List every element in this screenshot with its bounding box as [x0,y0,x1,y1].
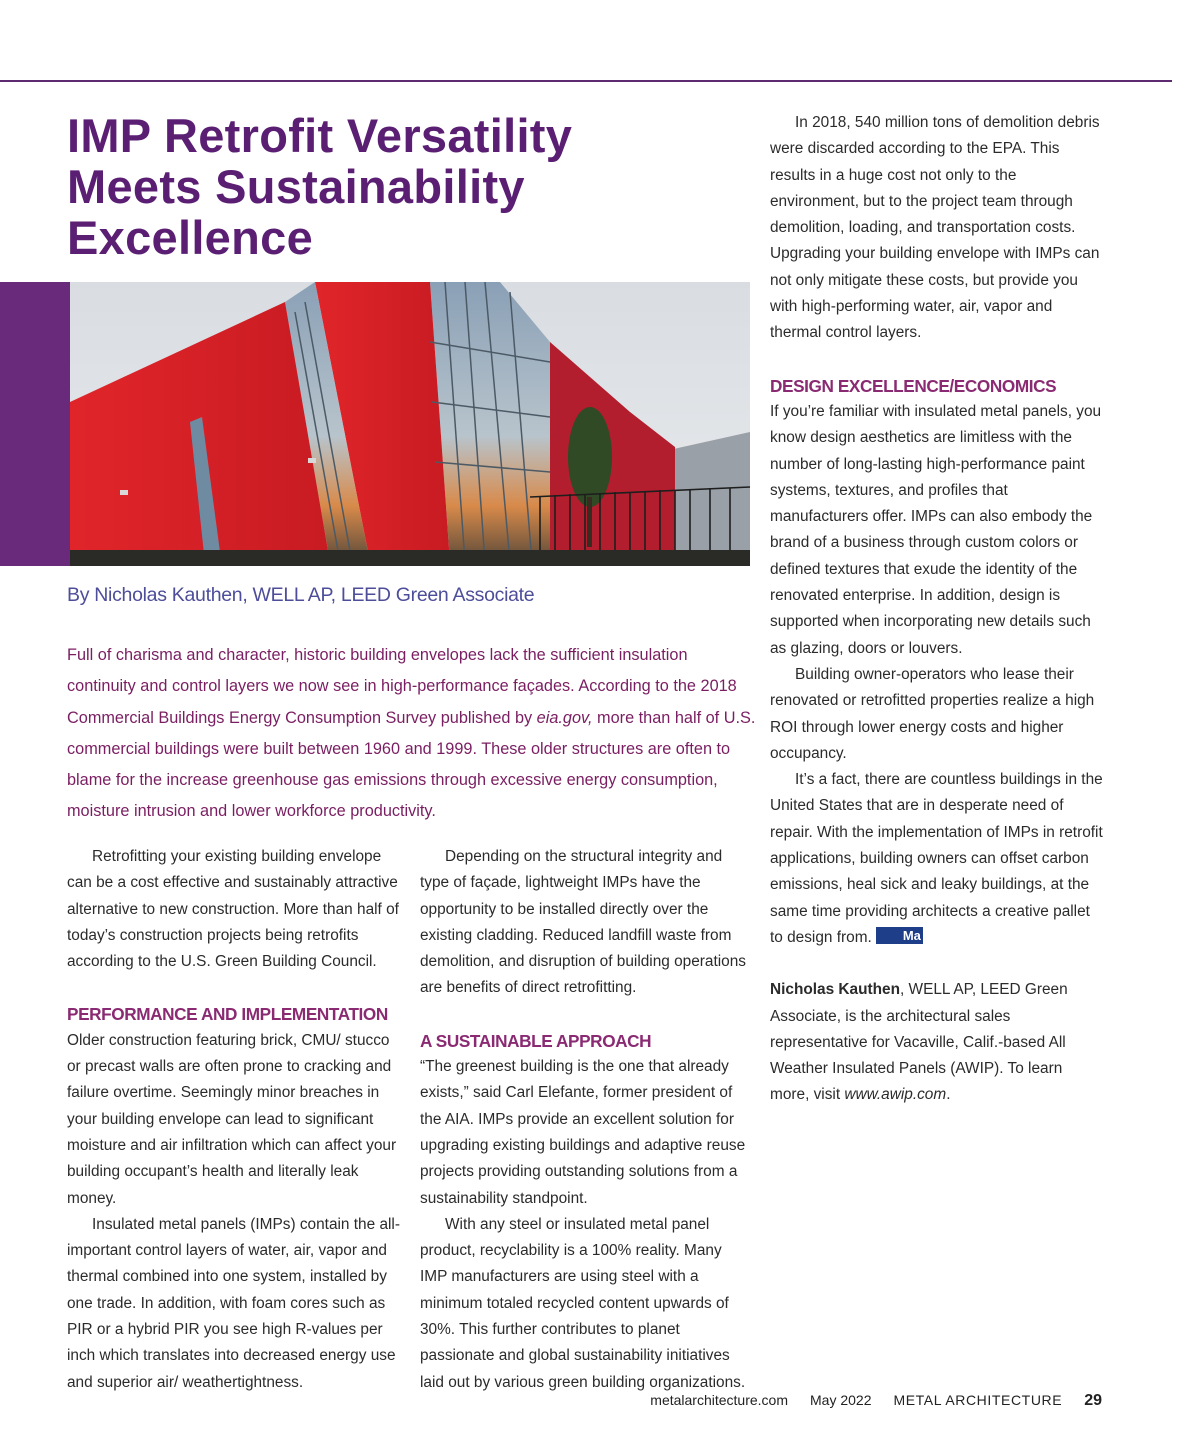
page-number: 29 [1084,1392,1102,1409]
section-heading: DESIGN EXCELLENCE/ECONOMICS [770,375,1057,396]
body-paragraph: Building owner-operators who lease their renovated or retrofitted properties realize a high ROI through lower energy costs and higher occupancy. [770,665,1095,762]
body-paragraph: Insulated metal panels (IMPs) contain the all-important control layers of water, air, vapor and thermal combined into one system, installed by one trade. In addition, with foam cores such as PIR or a hybrid PIR you see high R-values per inch which translates into decreased energy use and superior air/ weathertightness. [67,1215,400,1391]
building-photo [70,282,750,566]
author-name: Nicholas Kauthen [770,981,900,999]
eia-link[interactable]: eia.gov, [536,708,593,727]
intro-text-2: more than half of U.S. commercial buildings were built between 1960 and 1999. These older structures are often to blame for the increase greenhouse gas emissions through excessive energy consumption, moisture intrusion and lower workforce productivity. [67,708,756,821]
bio-end: . [946,1086,951,1104]
byline: By Nicholas Kauthen, WELL AP, LEED Green Associate [67,584,535,606]
accent-bar [0,282,70,566]
intro-paragraph [67,640,757,828]
closing-text: It’s a fact, there are countless buildings in the United States that are in desperate need of repair. With the implementation of IMPs in retrofit applications, building owners can offset carbon emissions, heal sick and leaky buildings, at the same time providing architects a creative pallet to design from. [770,771,1103,946]
bio-text: , WELL AP, LEED Green Associate, is the architectural sales representative for Vacaville, Calif.-based All Weather Insulated Panels (AWIP). To learn more, visit [770,981,1068,1104]
footer-magazine: METAL ARCHITECTURE [893,1392,1063,1408]
body-paragraph: If you’re familiar with insulated metal panels, you know design aesthetics are limitless with the number of long-lasting high-performance paint systems, textures, and profiles that manufacturers offer. IMPs can also embody the brand of a business through custom colors or defined textures that exude the identity of the renovated enterprise. In addition, design is supported when incorporating new details such as glazing, doors or louvers. [770,402,1102,657]
article-title: IMP Retrofit Versatility Meets Sustainability Excellence [67,109,573,264]
body-paragraph: With any steel or insulated metal panel product, recyclability is a 100% reality. Many IMP manufacturers are using steel with a minimum totaled recycled content upwards of 30%. This further contributes to planet passionate and global sustainability initiatives laid out by various green building organizations. [420,1215,746,1391]
footer-site[interactable]: metalarchitecture.com [650,1392,788,1408]
body-paragraph: In 2018, 540 million tons of demolition debris were discarded according to the EPA. This results in a huge cost not only to the environment, but to the project team through demolition, loading, and transportation costs. Upgrading your building envelope with IMPs can not only mitigate these costs, but provide you with high-performing water, air, vapor and thermal control layers. [770,114,1100,342]
section-heading: PERFORMANCE AND IMPLEMENTATION [67,1004,388,1025]
footer-date: May 2022 [810,1392,872,1408]
intro-text-1: Full of charisma and character, historic building envelopes lack the sufficient insulation continuity and control layers we now see in high-performance façades. According to the 2018 Commercial Buildings Energy Consumption Survey published by [67,646,737,727]
author-bio [770,977,1105,1108]
column-3 [770,110,1105,1109]
body-paragraph: Retrofitting your existing building envelope can be a cost effective and sustainably attractive alternative to new construction. More than half of today’s construction projects being retrofits according to the U.S. Green Building Council. [67,848,399,971]
top-rule [0,80,1172,82]
awip-link[interactable]: www.awip.com [844,1086,947,1104]
body-paragraph: Older construction featuring brick, CMU/ stucco or precast walls are often prone to cracking and failure overtime. Seemingly minor breaches in your building envelope can lead to significant moisture and air infiltration which can affect your building occupant’s health and literally leak money. [67,1031,397,1207]
page-footer [650,1392,1102,1410]
end-mark-icon: Ma [876,927,923,944]
body-paragraph [770,767,1105,951]
column-1 [67,844,400,1396]
body-paragraph: “The greenest building is the one that already exists,” said Carl Elefante, former president of the AIA. IMPs provide an excellent solution for upgrading existing buildings and adaptive reuse projects providing outstanding solutions from a sustainability standpoint. [420,1058,746,1207]
column-2 [420,844,753,1396]
section-heading: A SUSTAINABLE APPROACH [420,1030,652,1051]
body-paragraph: Depending on the structural integrity and type of façade, lightweight IMPs have the opportunity to be installed directly over the existing cladding. Reduced landfill waste from demolition, and disruption of building operations are benefits of direct retrofitting. [420,848,746,997]
